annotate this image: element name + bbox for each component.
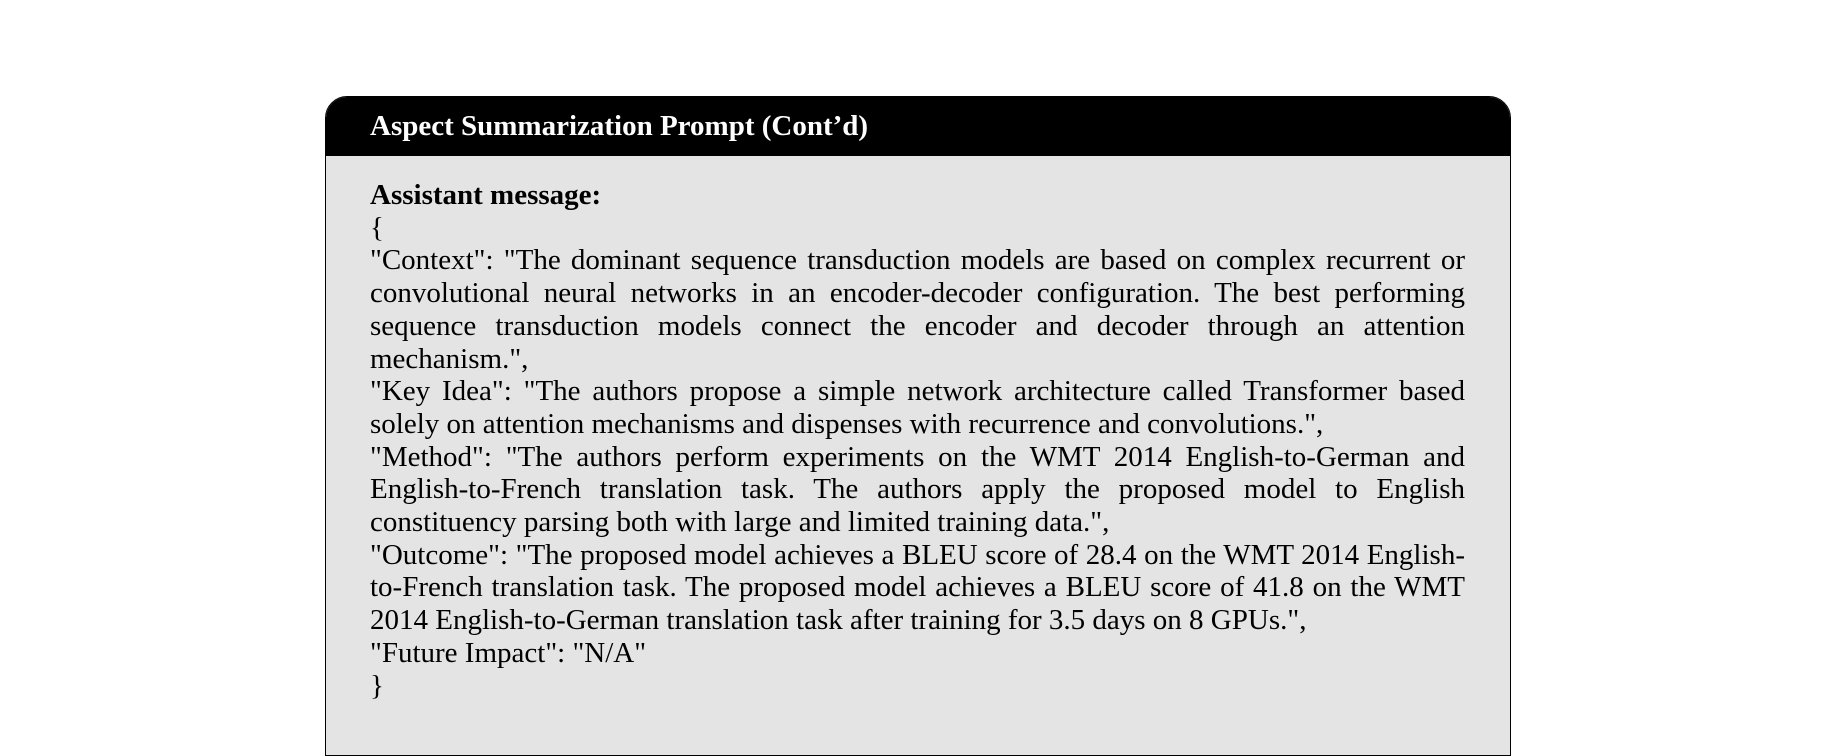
box-body <box>326 156 1510 702</box>
entry-outcome: "Outcome": "The proposed model achieves a BLEU score of 28.4 on the WMT 2014 English-to-French translation task. The proposed model achieves a BLEU score of 41.8 on the WMT 2014 English-to-German translation task after training for 3.5 days on 8 GPUs.", <box>370 538 1465 637</box>
assistant-message-label: Assistant message: <box>370 179 602 211</box>
entry-method: "Method": "The authors perform experiments on the WMT 2014 English-to-German and English-to-French translation task. The authors apply the proposed model to English constituency parsing both with large and limited training data.", <box>370 440 1465 539</box>
entry-future-impact: "Future Impact": "N/A" <box>370 636 647 669</box>
prompt-box <box>325 96 1511 756</box>
entry-key-idea: "Key Idea": "The authors propose a simple network architecture called Transformer based solely on attention mechanisms and dispenses with recurrence and convolutions.", <box>370 375 1465 440</box>
box-title: Aspect Summarization Prompt (Cont’d) <box>326 97 1510 156</box>
open-brace: { <box>370 211 384 244</box>
close-brace: } <box>370 669 384 702</box>
entry-context: "Context": "The dominant sequence transduction models are based on complex recurrent or convolutional neural networks in an encoder-decoder configuration. The best performing sequence transduction models connect the encoder and decoder through an attention mechanism.", <box>370 244 1465 375</box>
